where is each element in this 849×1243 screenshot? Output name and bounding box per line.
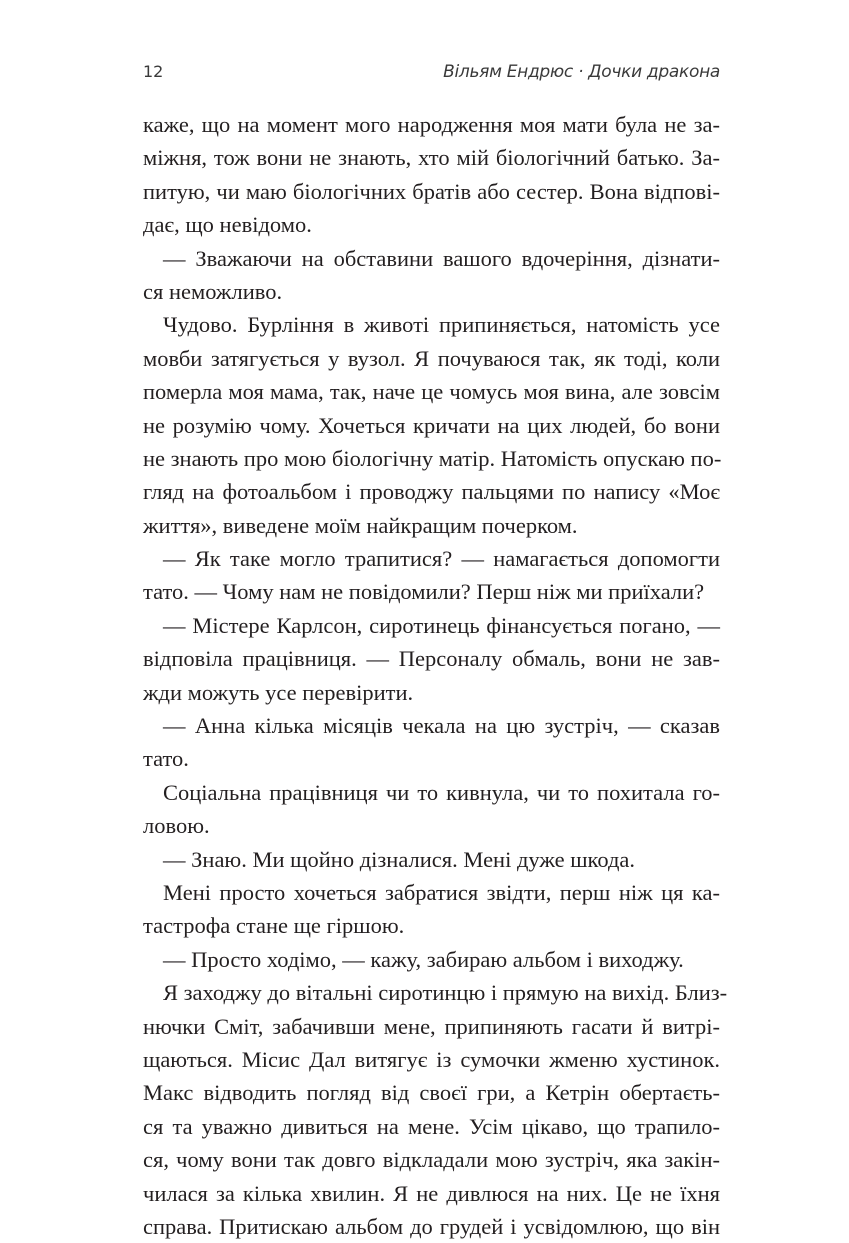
body-text xyxy=(143,108,728,1243)
text-line: померла моя мама, так, наче це чомусь моя вина, але зовсім xyxy=(143,379,720,405)
text-line: не знають про мою біологічну матір. Натомість опускаю по- xyxy=(143,445,722,471)
text-line: жди можуть усе перевірити. xyxy=(143,679,414,705)
text-line: гляд на фотоальбом і проводжу пальцями по напису «Моє xyxy=(143,479,720,505)
text-line: Я заходжу до вітальні сиротинцю і прямую на вихід. Близ- xyxy=(163,980,728,1006)
text-line: питую, чи маю біологічних братів або сестер. Вона відпові- xyxy=(143,178,720,204)
text-line: Соціальна працівниця чи то кивнула, чи то похитала го- xyxy=(163,779,720,805)
text-line: — Просто ходімо, — кажу, забираю альбом і виходжу. xyxy=(163,946,684,972)
text-line: — Знаю. Ми щойно дізналися. Мені дуже шкода. xyxy=(163,846,636,872)
text-line: ся неможливо. xyxy=(143,278,283,304)
text-line: каже, що на момент мого народження моя мати була не за- xyxy=(143,112,720,137)
text-line: дає, що невідомо. xyxy=(143,212,312,238)
text-line: тато. xyxy=(143,746,189,772)
text-line: Макс відводить погляд від своєї гри, а Кетрін обертаєть- xyxy=(143,1080,720,1106)
text-line: чилася за кілька хвилин. Я не дивлюся на них. Це не їхня xyxy=(143,1180,720,1206)
text-line: нючки Сміт, забачивши мене, припиняють гасати й витрі- xyxy=(143,1013,720,1039)
text-line: тастрофа стане ще гіршою. xyxy=(143,913,405,939)
text-line: життя», виведене моїм найкращим почерком. xyxy=(143,512,578,538)
text-line: — Зважаючи на обставини вашого вдочеріння, дізнати- xyxy=(163,245,720,271)
page-header xyxy=(143,62,720,88)
text-line: тато. — Чому нам не повідомили? Перш ніж ми приїхали? xyxy=(143,579,705,605)
text-line: ся та уважно дивиться на мене. Усім цікаво, що трапило- xyxy=(143,1113,720,1139)
text-line: міжня, тож вони не знають, хто мій біологічний батько. За- xyxy=(143,145,720,171)
text-line: — Містере Карлсон, сиротинець фінансується погано, — xyxy=(163,612,720,638)
page-number: 12 xyxy=(143,62,164,81)
text-line: відповіла працівниця. — Персоналу обмаль, вони не зав- xyxy=(143,646,720,672)
text-line: справа. Притискаю альбом до грудей і усвідомлюю, що він xyxy=(143,1213,720,1239)
text-line: Мені просто хочеться забратися звідти, перш ніж ця ка- xyxy=(163,879,720,905)
text-line: щаються. Місис Дал витягує із сумочки жменю хустинок. xyxy=(143,1046,720,1072)
text-line: не розумію чому. Хочеться кричати на цих людей, бо вони xyxy=(143,412,720,438)
text-line: ся, чому вони так довго відкладали мою зустріч, яка закін- xyxy=(143,1147,720,1173)
text-line: — Анна кілька місяців чекала на цю зустріч, — сказав xyxy=(163,713,720,739)
text-line: Чудово. Бурління в животі припиняється, натомість усе xyxy=(163,312,720,338)
text-line: мовби затягується у вузол. Я почуваюся так, як тоді, коли xyxy=(143,345,720,371)
text-line: ловою. xyxy=(143,813,210,839)
text-line: — Як таке могло трапитися? — намагається допомогти xyxy=(163,546,720,572)
running-title: Вільям Ендрюс · Дочки дракона xyxy=(443,62,720,82)
